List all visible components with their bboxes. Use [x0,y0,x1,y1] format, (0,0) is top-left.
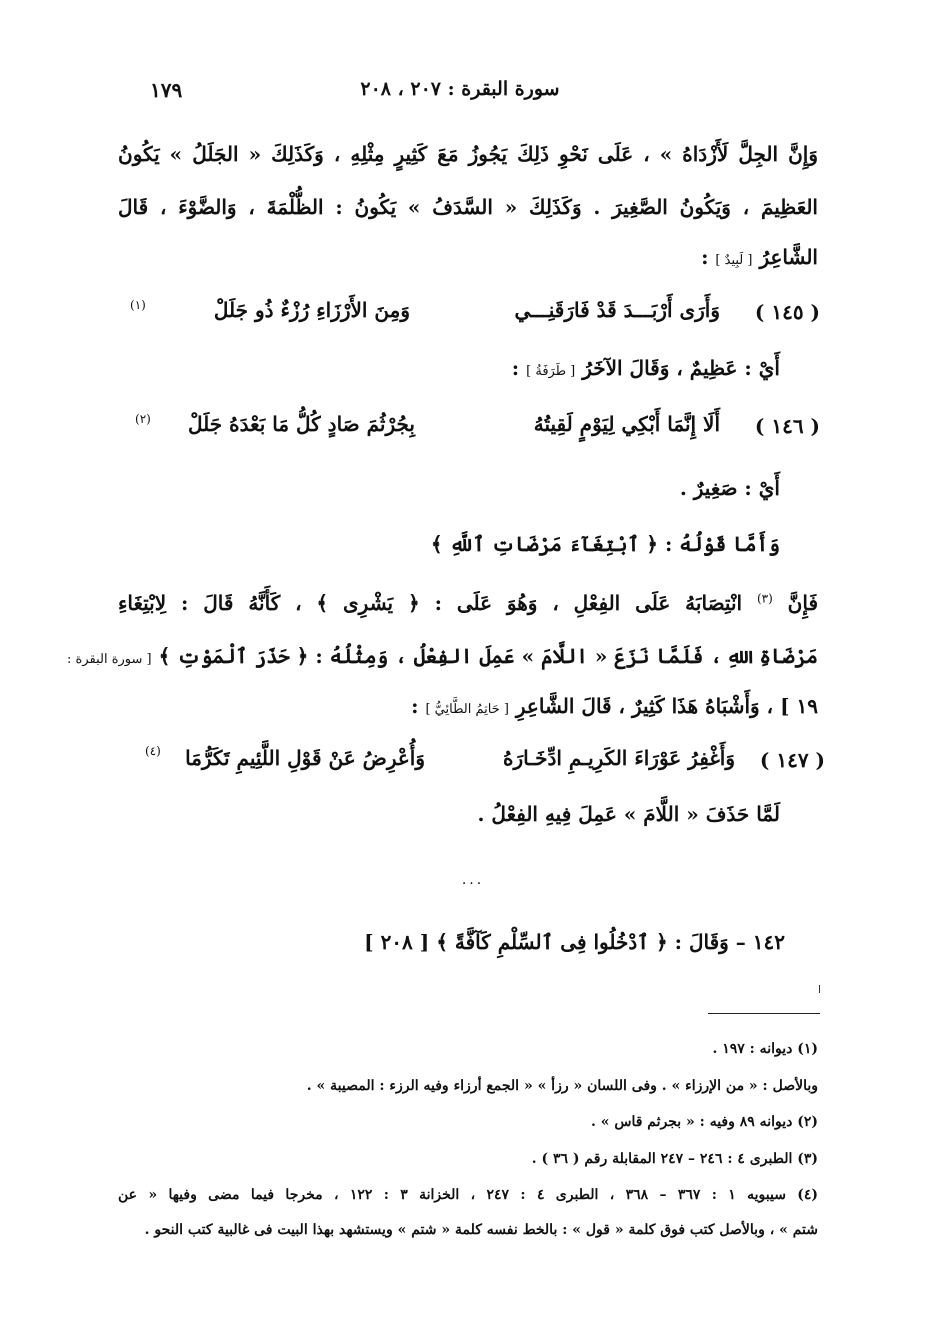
gloss-line [440,356,780,380]
footnote-line: (٣) الطبرى ٤ : ٢٤٦ – ٢٤٧ المقابلة رقم ( ٣٦ ) . [531,1151,818,1167]
paragraph-text: ١٩ ] ، وَأَشْبَاهُ هَذَا كَثِيرٌ ، قَالَ الشَّاعِرِ [515,694,818,718]
paragraph-text: فَإِنَّ [787,591,818,615]
verse-second-hemistich: وَمِنَ الأَرْزَاءِ رُزْءٌ ذُو جَلَلْ [213,298,410,322]
footnote-ref: (٣) [756,591,773,606]
verse-second-hemistich: بِجُرْثُمَ صَادٍ كُلُّ مَا بَعْدَهُ جَلَلْ [188,412,415,436]
quran-quote-line: وَأَمَّا قَوْلُهُ : ﴿ ٱبْتِغَآءَ مَرْضَاتِ ٱللَّهِ ﴾ [430,532,780,556]
section-heading [290,930,785,954]
footnote-line: شتم » ، وبالأصل كتب فوق كلمة « قول » : بالخط نفسه كلمة « شتم » ويستشهد بهذا البيت فى غالبية كتب النحو . [144,1222,818,1238]
section-number: ١٤٢ [752,930,785,954]
verse-number: ( ١٤٥ ) [754,300,820,324]
gloss-line: لَمَّا حَذَفَ « اللَّامَ » عَمِلَ فِيهِ الفِعْلُ . [477,802,780,826]
section-separator: ... [461,872,485,888]
footnote-divider [708,1013,820,1014]
verse-first-hemistich: وَأَرَى أَرْبَـــدَ قَدْ فَارَقَنِـــي [514,298,720,322]
gloss-text: أَيْ : عَظِيمٌ ، وَقَالَ الآخَرُ [582,356,780,380]
poet-attribution: [ حَاتِمُ الطَّائِيُّ ] [425,702,509,717]
verse-reference: [ ٢٠٨ ] [364,930,430,954]
running-header: سورة البقرة : ٢٠٧ ، ٢٠٨ [360,78,560,100]
footnote-line: (٢) ديوانه ٨٩ وفيه : « بجرثم قاس » . [591,1114,818,1130]
paragraph-line [118,245,818,269]
footnote-ref: (٢) [135,412,151,426]
poet-attribution: [ لَبِيدٌ ] [715,253,753,268]
verse-first-hemistich: أَلَا إِنَّمَا أَبْكِي لِيَوْمٍ لَقِيتُهُ [533,412,720,436]
paragraph-line [118,591,818,615]
verse-first-hemistich: وَأَغْفِرُ عَوْرَاءَ الكَرِيـمِ ادِّخَـارَهُ [503,746,735,770]
quran-quote: وَقَالَ : ﴿ ٱدْخُلُوا فِى ٱلسِّلْمِ كَآفَّةً ﴾ [436,930,729,954]
paragraph-line: وَإِنَّ الجِلَّ لَأَزْدَاهُ » ، عَلَى نَحْوِ ذَلِكَ يَجُوزُ مَعَ كَثِيرٍ مِثْلِهِ ، وَكَذَلِكَ « الجَلَلُ » يَكُونُ [118,142,818,166]
footnote-line: وبالأصل : « من الإرزاء » . وفى اللسان « رزأ » « الجمع أرزاء وفيه الرزء : المصيبة » . [306,1078,818,1094]
paragraph-text: مَرْضَاةِ اللهِ ، فَلَمَّا نَزَعَ « اللَّامَ » عَمِلَ الفِعْلُ ، وَمِثْلُهُ : ﴿ حَذَرَ ٱلْمَوْتِ ﴾ [158,644,818,668]
surah-reference: [ سورة البقرة : [67,652,152,667]
footnote-ref: (٤) [145,744,161,758]
punctuation: : [411,694,419,718]
paragraph-line [67,644,818,668]
paragraph-text: الشَّاعِرُ [759,245,818,269]
verse-number: ( ١٤٧ ) [759,748,825,772]
page-number: ١٧٩ [150,78,183,102]
paragraph-line [118,694,818,718]
verse-second-hemistich: وَأُعْرِضُ عَنْ قَوْلِ اللَّئِيمِ تَكَرُّمَا [185,746,425,770]
paragraph-text: انْتِصَابَهُ عَلَى الفِعْلِ ، وَهُوَ عَلَى : ﴿ يَشْرِى ﴾ ، كَأَنَّهُ قَالَ : لِابْتِغَاءِ [118,591,743,615]
verse-number: ( ١٤٦ ) [754,414,820,438]
punctuation: : [511,356,520,380]
footnote-ref: (١) [130,298,146,312]
footnote-line: (٤) سيبويه ١ : ٣٦٧ – ٣٦٨ ، الطبرى ٤ : ٢٤٧ ، الخزانة ٣ : ١٢٢ ، مخرجا فيما مضى وفيها « عن [118,1187,819,1203]
section-dash: – [735,930,746,954]
gloss-line: أَيْ : صَغِيرٌ . [679,476,780,500]
footnote-line: (١) ديوانه : ١٩٧ . [712,1041,818,1057]
poet-attribution: [ طَرَفَةُ ] [526,364,576,379]
paragraph-line: العَظِيمَ ، وَيَكُونُ الصَّغِيرَ . وَكَذَلِكَ « السَّدَفُ » يَكُونُ : الظُّلْمَةَ ، وَالضَّوْءَ ، قَالَ [118,195,818,219]
stray-mark [819,985,820,993]
punctuation: : [701,245,709,269]
